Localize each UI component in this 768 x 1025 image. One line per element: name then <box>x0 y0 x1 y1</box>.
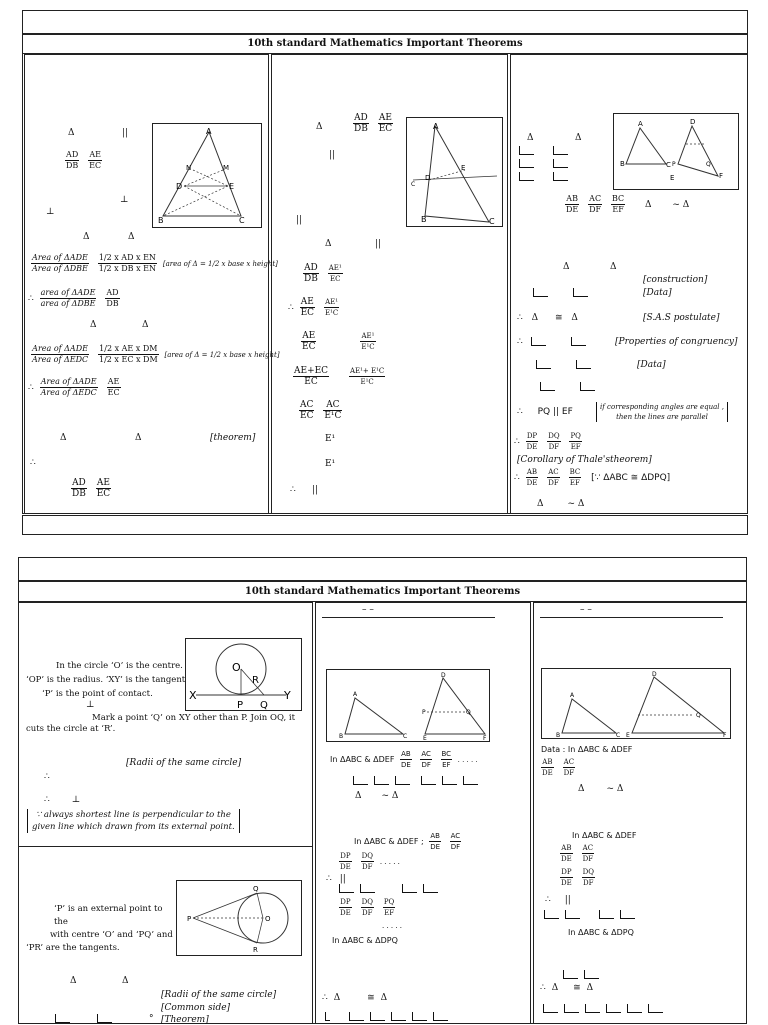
svg-text:P: P <box>187 915 192 923</box>
tri-symbol: Δ <box>575 133 582 143</box>
parallel-reason: if corresponding angles are equal , then the lines are parallel <box>596 402 728 422</box>
common-side-label: [Common side] <box>161 1003 231 1013</box>
svg-text:B: B <box>158 216 164 225</box>
col2-ratios-pq: $\frac{DP}{DE}$ $\frac{DQ}{DF}$ $\frac{PQ}{EF}$ <box>340 898 395 917</box>
tri-symbol: Δ <box>610 262 617 272</box>
svg-text:P: P <box>672 161 676 168</box>
tri-symbol: Δ <box>316 122 323 132</box>
angle-marks: ° <box>52 1014 154 1024</box>
therefore-symbol: ∴ <box>290 485 296 495</box>
col3-heading: – – <box>580 605 592 615</box>
svg-text:E: E <box>626 732 630 738</box>
svg-text:X: X <box>189 689 197 702</box>
svg-text:D: D <box>425 174 431 182</box>
svg-text:Q: Q <box>260 700 268 710</box>
pq-parallel-ef: ∴ PQ || EF <box>517 407 573 417</box>
angle-marks <box>540 1004 666 1014</box>
similar-ratios: $\frac{AB}{DE}$ $\frac{AC}{DF}$ $\frac{BC}{EF}$ Δ ~ Δ <box>566 194 690 214</box>
svg-text:E: E <box>423 735 427 741</box>
page2-header-bar <box>18 557 747 581</box>
step-ae-ec-2: $\frac{AE}{EC}$ $\frac{\text{AE¹}}{\text{E¹C}}$ <box>302 331 375 352</box>
tri-symbol: Δ <box>122 976 129 986</box>
angle-marks <box>537 382 598 392</box>
converse-ratio: $\frac{AD}{DB}$ $\frac{AE}{EC}$ <box>354 113 393 134</box>
col3-construction: In ΔABC & ΔDEF <box>572 831 637 840</box>
pq-ratios: ∴ $\frac{DP}{DE}$ $\frac{DQ}{DF}$ $\frac{PQ}{EF}$ <box>514 432 581 451</box>
svg-text:O: O <box>265 915 271 923</box>
svg-text:F: F <box>483 735 487 741</box>
svg-text:D: D <box>441 672 446 679</box>
tri-symbol: Δ <box>527 133 534 143</box>
tangent-intro: In the circle ‘O’ is the centre. ‘OP’ is the radius. ‘XY’ is the tangent ‘P’ is the point of contact. <box>26 661 186 699</box>
col2-given: In ΔABC & ΔDEF $\frac{AB}{DE}$ $\frac{AC}{DF}$ $\frac{BC}{EF}$ . . . . . <box>330 750 478 769</box>
col3-given-ratios: $\frac{AB}{DE}$ $\frac{AC}{DF}$ <box>542 758 575 777</box>
e1-label: E¹ <box>325 459 336 469</box>
radii-label: [Radii of the same circle] <box>126 758 242 768</box>
svg-text:C: C <box>489 217 495 226</box>
svg-text:F: F <box>719 172 724 180</box>
svg-text:A: A <box>206 127 212 136</box>
thales-triangle-figure <box>152 123 262 228</box>
construction-label: [construction] <box>643 275 708 285</box>
svg-text:D: D <box>176 182 183 191</box>
theorem-label: [theorem] <box>210 433 256 443</box>
tri-symbol: Δ <box>325 239 332 249</box>
tri-symbol: Δ <box>83 232 90 242</box>
col3-data: Data : In ΔABC & ΔDEF <box>541 745 633 754</box>
svg-text:D: D <box>690 118 696 126</box>
svg-text:E: E <box>461 164 466 172</box>
col3-abc-dpq: In ΔABC & ΔDPQ <box>568 928 634 937</box>
ratio-ad-db-ae-ec: $\frac{AD}{DB}$ $\frac{AE}{EC}$ <box>66 150 102 170</box>
external-tangents-figure <box>176 880 302 956</box>
perp-symbol: ⊥ <box>86 700 95 710</box>
svg-text:E: E <box>670 174 675 182</box>
svg-text:B: B <box>620 160 625 168</box>
col2-heading: – – <box>362 605 374 615</box>
col3-ratios-2: $\frac{DP}{DE}$ $\frac{DQ}{DF}$ <box>561 868 594 887</box>
svg-text:C: C <box>616 732 621 738</box>
theorem-label: [Theorem] <box>161 1015 209 1025</box>
parallel-symbol: || <box>296 215 303 225</box>
col2-to-prove: Δ ~ Δ <box>355 791 399 801</box>
page2-col3 <box>533 602 747 1024</box>
svg-text:M: M <box>223 164 230 172</box>
parallel-symbol: || <box>312 485 319 495</box>
svg-text:A: A <box>353 691 358 698</box>
col3-ratios-1: $\frac{AB}{DE}$ $\frac{AC}{DF}$ <box>561 844 594 863</box>
svg-text:R: R <box>253 946 258 954</box>
corollary-label: [Corollary of Thale'stheorem] <box>517 455 652 465</box>
tri-symbol: Δ <box>128 232 135 242</box>
tangent-construction: Mark a point ‘Q’ on XY other than P. Join OQ, it cuts the circle at ‘R’. <box>26 713 296 734</box>
angle-marks: ∴ <box>517 337 589 347</box>
area-ratio-edc: $\frac{\text{Area of ΔADE}}{\text{Area of ΔEDC}}$ $\frac{\text{1/2 x AE x DM}}{\text{1/2 x EC x DM}}$ [area of Δ = 1/2 x base x height] <box>32 344 280 364</box>
angle-marks <box>541 910 638 920</box>
parallel-symbol: || <box>122 128 129 138</box>
external-point-intro: ‘P’ is an external point to the with centre ‘O’ and ‘PQ’ and ‘PR’ are the tangents. <box>26 904 173 953</box>
svg-text:A: A <box>433 122 439 131</box>
circle-tangent-figure <box>185 638 302 711</box>
svg-text:P: P <box>237 700 244 710</box>
svg-text:B: B <box>339 733 344 740</box>
radii-label: [Radii of the same circle] <box>161 990 277 1000</box>
area-ratio-edc-result: ∴ $\frac{\text{Area of ΔADE}}{\text{Area of ΔEDC}}$ $\frac{AE}{EC}$ <box>28 377 120 397</box>
svg-text:N: N <box>186 164 192 172</box>
svg-text:Q: Q <box>253 885 259 893</box>
step-ae-ec: ∴ $\frac{AE}{EC}$ $\frac{\text{AE¹}}{\text{E¹C}}$ <box>288 297 339 318</box>
tri-symbol: Δ <box>563 262 570 272</box>
svg-text:C: C <box>666 161 671 169</box>
sas-label: [S.A.S postulate] <box>643 313 720 323</box>
page2-col1-divider <box>18 846 313 847</box>
therefore-symbol: ∴ <box>44 772 50 782</box>
area-ratio-dbe: $\frac{\text{Area of ΔADE}}{\text{Area of ΔDBE}}$ $\frac{\text{1/2 x AD x EN}}{\text{1/2 x DB x EN}}$ [area of Δ = 1/2 x base x height] <box>32 253 278 273</box>
angle-marks <box>322 1012 451 1022</box>
svg-text:E: E <box>229 182 235 191</box>
col3-congruent: ∴ Δ ≅ Δ <box>540 983 594 993</box>
therefore-symbol: ∴ <box>30 458 36 468</box>
angle-marks <box>560 970 602 980</box>
tri-symbol: Δ <box>90 320 97 330</box>
step-ad-db: $\frac{AD}{DB}$ $\frac{\text{AE¹}}{EC}$ <box>304 263 342 284</box>
col2-congruent: ∴ Δ ≅ Δ <box>322 993 388 1003</box>
ratio-final: $\frac{AD}{DB}$ $\frac{AE}{EC}$ <box>72 478 111 499</box>
final-ratios: ∴ $\frac{AB}{DE}$ $\frac{AC}{DF}$ $\frac{BC}{EF}$ [∵ ΔABC ≅ ΔDPQ] <box>514 468 671 487</box>
angle-marks <box>516 145 571 184</box>
svg-text:Q: Q <box>466 709 471 716</box>
svg-text:Q: Q <box>706 161 711 168</box>
perp-symbol: ⊥ <box>120 195 129 205</box>
page1-footer-bar <box>22 515 748 535</box>
similarity-figure-col3 <box>541 668 731 739</box>
svg-text:A: A <box>638 120 643 128</box>
parallel-symbol: || <box>375 239 382 249</box>
angle-marks <box>530 288 591 298</box>
angle-marks <box>533 360 594 370</box>
step-ac: $\frac{AC}{EC}$ $\frac{AC}{\text{E¹C}}$ <box>300 400 342 421</box>
col3-to-prove: Δ ~ Δ <box>578 784 624 794</box>
col3-heading-rule <box>540 617 723 618</box>
svg-text:C: C <box>239 216 245 225</box>
tri-symbol: Δ <box>135 433 142 443</box>
svg-text:C: C <box>403 733 408 740</box>
svg-text:P: P <box>422 709 426 716</box>
angle-marks <box>350 776 481 786</box>
tri-symbol: Δ <box>142 320 149 330</box>
svg-text:R: R <box>252 675 259 686</box>
svg-text:B: B <box>421 215 427 224</box>
svg-text:A: A <box>570 692 575 699</box>
similar-triangles-figure <box>613 113 739 190</box>
congruency-line: ∴ Δ ≅ Δ <box>517 313 578 323</box>
svg-text:B: B <box>556 732 561 738</box>
svg-text:C: C <box>411 181 416 188</box>
page2-title: 10th standard Mathematics Important Theorems <box>244 586 521 597</box>
data-label: [Data] <box>637 360 666 370</box>
svg-text:F: F <box>723 732 727 738</box>
congruency-label: [Properties of congruency] <box>615 337 738 347</box>
col2-abc-dpq: In ΔABC & ΔDPQ <box>332 936 398 945</box>
col2-heading-rule <box>322 617 495 618</box>
page2-col2 <box>315 602 531 1024</box>
svg-text:O: O <box>232 661 241 674</box>
col2-dots: . . . . . <box>382 922 403 930</box>
tri-symbol: Δ <box>68 128 75 138</box>
shortest-line-note: ∵ always shortest line is perpendicular to the given line which drawn from its external point. <box>27 809 240 833</box>
perp-symbol: ⊥ <box>46 207 55 217</box>
final-similar: Δ ~ Δ <box>537 499 585 509</box>
tri-symbol: Δ <box>70 976 77 986</box>
page1-title: 10th standard Mathematics Important Theorems <box>247 38 523 49</box>
tri-symbol: Δ <box>60 433 67 443</box>
area-ratio-dbe-result: ∴ $\frac{\text{area of ΔADE}}{\text{area of ΔDBE}}$ $\frac{AD}{DB}$ <box>28 288 119 308</box>
svg-text:Y: Y <box>284 689 291 702</box>
col2-construction: In ΔABC & ΔDEF ; $\frac{AB}{DE}$ $\frac{AC}{DF}$ <box>354 832 461 851</box>
svg-text:Q: Q <box>696 712 701 719</box>
converse-triangle-figure <box>406 117 503 227</box>
perp-conclusion: ∴ ⊥ <box>44 795 81 805</box>
col3-parallel: ∴ || <box>545 895 571 905</box>
col2-parallel: ∴ || <box>326 874 346 884</box>
page1-header-bar <box>22 10 748 34</box>
parallel-symbol: || <box>329 150 336 160</box>
data-label: [Data] <box>643 288 672 298</box>
svg-text:D: D <box>652 671 657 678</box>
angle-marks <box>336 884 441 894</box>
e1-label: E¹ <box>325 434 336 444</box>
col2-dp-dq: $\frac{DP}{DE}$ $\frac{DQ}{DF}$ . . . . . <box>340 852 400 871</box>
step-sum: $\frac{AE+EC}{EC}$ $\frac{\text{AE¹+ E¹C}}{\text{E¹C}}$ <box>294 366 385 387</box>
similarity-figure-col2 <box>326 669 490 742</box>
